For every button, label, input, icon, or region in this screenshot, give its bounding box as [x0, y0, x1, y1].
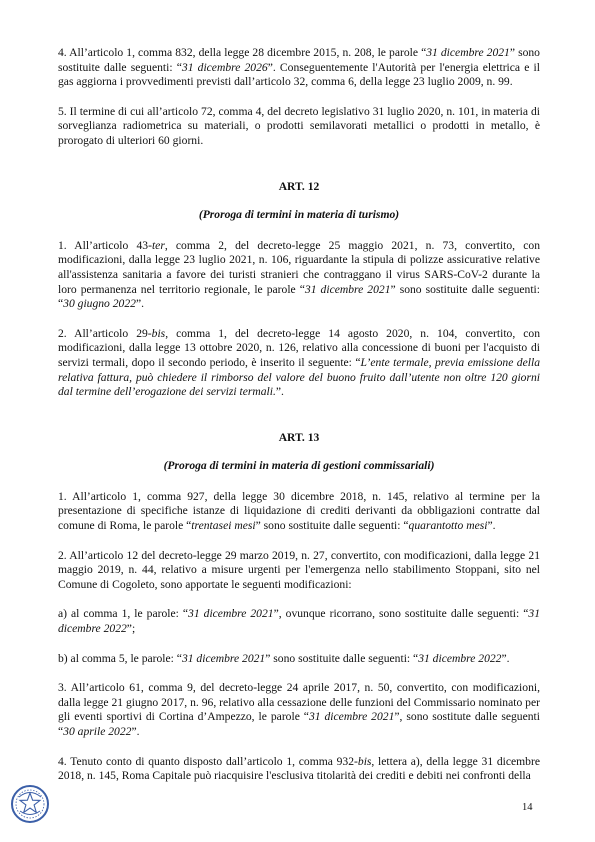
- art13-subtitle: (Proroga di termini in materia di gestioni commissariali): [163, 459, 435, 473]
- art11-paragraph-5: 5. Il termine di cui all’articolo 72, comma 4, del decreto legislativo 31 luglio 2020, n. 101, in materia di sorveglianza radiometrica su materiali, o prodotti semilavorati metallici o prodotti in metallo, è prorogato di ulteriori 60 giorni.: [58, 104, 540, 147]
- page-number: 14: [522, 802, 533, 813]
- art13-paragraph-1: 1. All’articolo 1, comma 927, della legge 30 dicembre 2018, n. 145, relativo al termine per la presentazione di specifiche istanze di liquidazione di crediti derivanti da obbligazioni contratte dal comune di Roma, le parole “trentasei mesi” sono sostituite dalle seguenti: “quarantotto mesi”.: [58, 489, 540, 533]
- art13-title: ART. 13: [278, 430, 320, 444]
- art12-subtitle: (Proroga di termini in materia di turismo): [198, 208, 400, 222]
- art12-paragraph-2: 2. All’articolo 29-bis, comma 1, del decreto-legge 14 agosto 2020, n. 104, convertito, con modificazioni, dalla legge 13 ottobre 2020, n. 126, relativo alla concessione di buoni per l'acquisto di servizi termali, dopo il secondo periodo, è inserito il seguente: “L’ente termale, previa emissione della relativa fattura, può chiedere il rimborso del valore del buono fruito dall’utente non oltre 120 giorni dal termine dell’erogazione dei servizi termali.”.: [58, 326, 540, 399]
- art13-paragraph-2a: a) al comma 1, le parole: “31 dicembre 2021”, ovunque ricorrano, sono sostituite dalle seguenti: “31 dicembre 2022”;: [58, 607, 540, 636]
- art13-paragraph-3: 3. All’articolo 61, comma 9, del decreto-legge 24 aprile 2017, n. 50, convertito, con modificazioni, dalla legge 21 giugno 2017, n. 96, relativo alla cessazione delle funzioni del Commissario nominato per gli eventi sportivi di Cortina d’Ampezzo, le parole “31 dicembre 2021”, sono sostitute dalle seguenti “30 aprile 2022”.: [58, 681, 540, 738]
- art12-paragraph-1: 1. All’articolo 43-ter, comma 2, del decreto-legge 25 maggio 2021, n. 73, convertito, con modificazioni, dalla legge 23 luglio 2021, n. 106, riguardante la stipula di polizze assicurative relative all'assistenza sanitaria a favore dei turisti stranieri che contraggano il virus SARS-CoV-2 durante la loro permanenza nel territorio regionale, le parole “31 dicembre 2021” sono sostituite dalle seguenti: “30 giugno 2022”.: [58, 238, 541, 311]
- art12-title: ART. 12: [278, 179, 320, 193]
- art11-paragraph-4: 4. All’articolo 1, comma 832, della legge 28 dicembre 2015, n. 208, le parole “31 dicembre 2021” sono sostituite dalle seguenti: “31 dicembre 2026”. Conseguentemente l'Autorità per l'energia elettrica e il gas aggiorna i provvedimenti previsti dall’articolo 32, comma 6, della legge 23 luglio 2009, n. 99.: [58, 46, 540, 89]
- art13-paragraph-4: 4. Tenuto conto di quanto disposto dall’articolo 1, comma 932-bis, lettera a), della legge 31 dicembre 2018, n. 145, Roma Capitale può riacquisire l'esclusiva titolarità dei crediti e debiti nei confronti della: [58, 754, 540, 783]
- document-page: [58, 46, 540, 784]
- art13-paragraph-2: 2. All’articolo 12 del decreto-legge 29 marzo 2019, n. 27, convertito, con modificazioni, dalla legge 21 maggio 2019, n. 44, relativo a misure urgenti per l'emergenza nello stabilimento Stoppani, sito nel Comune di Cogoleto, sono apportate le seguenti modificazioni:: [58, 548, 540, 591]
- art13-paragraph-2b: b) al comma 5, le parole: “31 dicembre 2021” sono sostituite dalle seguenti: “31 dicembre 2022”.: [58, 651, 510, 665]
- emblem-icon: [10, 784, 50, 824]
